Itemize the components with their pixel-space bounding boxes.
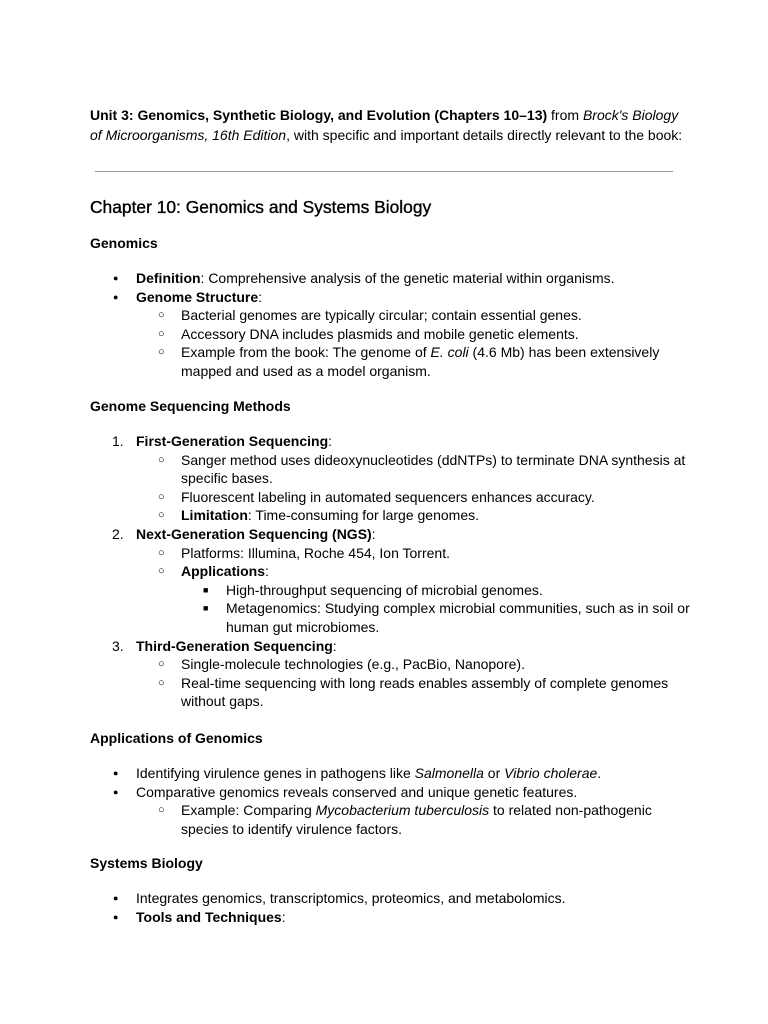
example-text: to related non-pathogenic species to identify virulence factors. [181,802,652,837]
genome-structure-label: Genome Structure [136,288,259,305]
list-item [136,801,690,838]
systems-list [90,889,690,926]
list-item [90,432,690,525]
item-number: 1. [112,433,124,449]
item-number: 2. [112,525,124,542]
organism-name: Salmonella [414,765,484,781]
list-item [136,562,690,636]
list-item [90,637,690,711]
applications-heading: Applications of Genomics [90,730,263,746]
ngs-applications-sublist [181,581,690,637]
list-item: ○ Single-molecule technologies (e.g., PacBio, Nanopore). [136,655,690,674]
list-item: ● Integrates genomics, transcriptomics, proteomics, and metabolomics. [90,889,690,908]
first-gen-label: First-Generation Sequencing [136,433,329,449]
list-item: ○ Platforms: Illumina, Roche 454, Ion Torrent. [136,544,690,563]
list-item [90,908,690,927]
intro-paragraph [90,106,690,145]
applications-list [90,764,690,838]
comparative-text: Comparative genomics reveals conserved and unique genetic features. [136,783,578,800]
colon: : [371,525,376,542]
intro-unit-title: Unit 3: Genomics, Synthetic Biology, and Evolution (Chapters 10–13) [90,107,548,123]
intro-from: from [547,107,583,123]
horizontal-rule [95,171,673,172]
systems-heading: Systems Biology [90,855,203,871]
sequencing-heading: Genome Sequencing Methods [90,398,291,414]
virulence-text: Identifying virulence genes in pathogens like [136,765,415,781]
chapter-title: Chapter 10: Genomics and Systems Biology [90,197,432,217]
list-item: ■ Metagenomics: Studying complex microbial communities, such as in soil or human gut microbiomes. [181,599,690,636]
list-item: ○ Bacterial genomes are typically circular; contain essential genes. [136,306,690,325]
third-gen-sublist [136,655,690,711]
list-item: ○ Fluorescent labeling in automated sequencers enhances accuracy. [136,488,690,507]
example-text: Example: Comparing [181,802,316,819]
ngs-label: Next-Generation Sequencing (NGS) [136,525,372,542]
ngs-sublist [136,544,690,637]
list-item [90,783,690,839]
genome-structure-sublist [136,306,690,380]
intro-book-title: Brock's Biology of Microorganisms, 16th Edition [90,107,679,143]
list-item [136,343,690,380]
comparative-sublist [136,801,690,838]
colon: : [328,433,333,449]
list-item [136,506,690,525]
list-item [90,764,690,783]
first-gen-sublist [136,451,690,525]
virulence-text: . [597,765,602,781]
genomics-list [90,269,690,381]
list-item [90,525,690,637]
list-item: ○ Real-time sequencing with long reads enables assembly of complete genomes without gaps. [136,674,690,711]
definition-text: : Comprehensive analysis of the genetic material within organisms. [200,270,615,286]
limitation-label: Limitation [181,507,248,524]
colon: : [258,288,263,305]
virulence-text: or [483,765,505,781]
organism-name: Mycobacterium tuberculosis [315,802,490,819]
third-gen-label: Third-Generation Sequencing [136,637,333,654]
list-item [90,269,690,288]
organism-name: E. coli [430,344,469,361]
example-text: (4.6 Mb) has been extensively mapped and used as a model organism. [181,344,660,379]
sequencing-list [90,432,690,711]
list-item: ■ High-throughput sequencing of microbial genomes. [181,581,690,600]
list-item: ○ Accessory DNA includes plasmids and mobile genetic elements. [136,325,690,344]
organism-name: Vibrio cholerae [504,765,598,781]
list-item [90,288,690,381]
intro-rest: , with specific and important details directly relevant to the book: [286,126,683,143]
colon: : [281,908,286,925]
tools-label: Tools and Techniques [136,908,282,925]
colon: : [265,563,269,580]
list-item: ○ Sanger method uses dideoxynucleotides (ddNTPs) to terminate DNA synthesis at specific bases. [136,451,690,488]
item-number: 3. [112,637,124,654]
limitation-text: : Time-consuming for large genomes. [247,507,479,524]
definition-label: Definition [136,270,201,286]
colon: : [332,637,337,654]
example-text: Example from the book: The genome of [181,344,431,361]
applications-label: Applications [181,563,266,580]
genomics-heading: Genomics [90,235,158,251]
